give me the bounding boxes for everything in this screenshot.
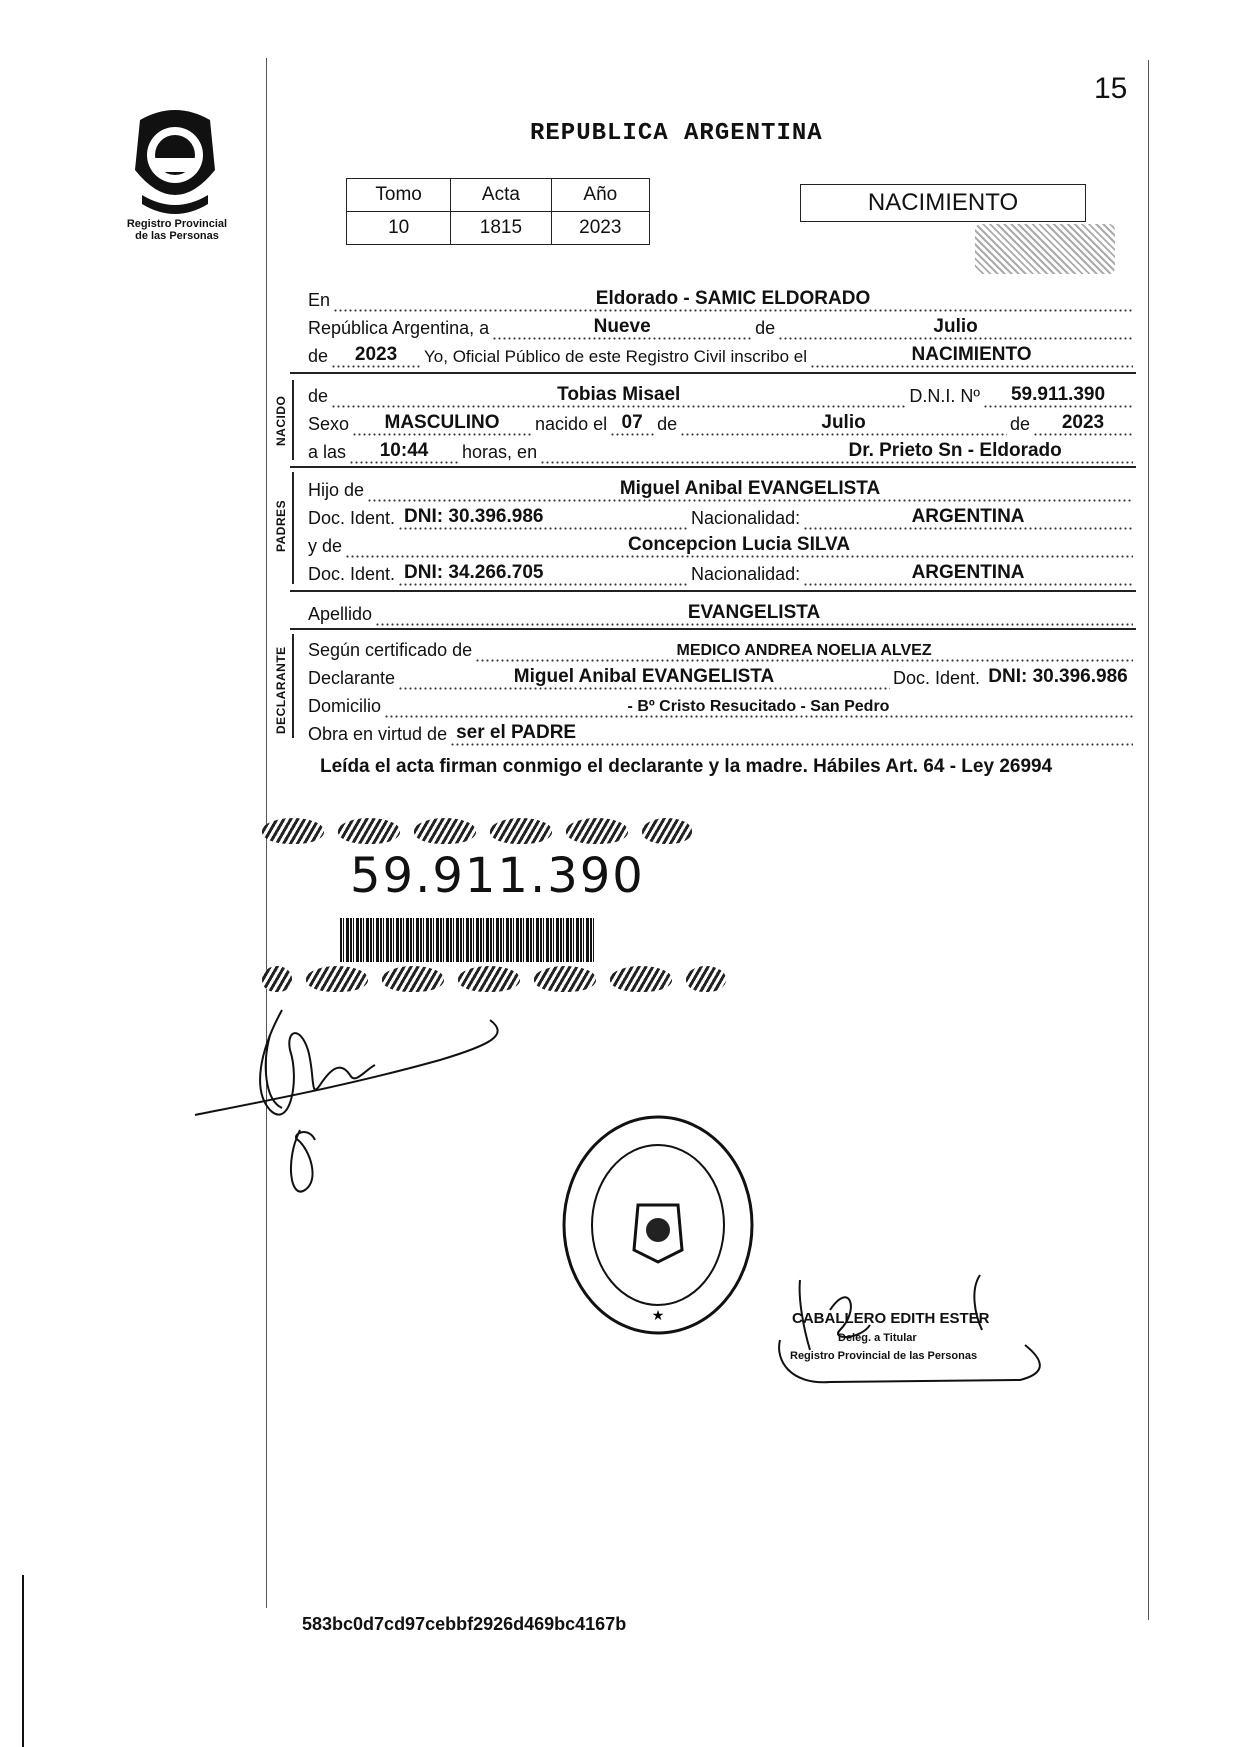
acta-table-header-row <box>347 179 650 212</box>
label-oficial: Yo, Oficial Público de este Registro Civil inscribo el <box>424 347 808 366</box>
band-piece <box>414 818 476 844</box>
label-republica: República Argentina, a <box>308 318 490 338</box>
fill-sexo <box>352 412 532 436</box>
label-apellido: Apellido <box>308 604 373 624</box>
padres-section-label: PADRES <box>274 499 288 552</box>
band-piece <box>642 818 692 844</box>
label-y-de: y de <box>308 536 343 556</box>
row-y-de <box>308 530 1136 558</box>
value-apellido: EVANGELISTA <box>687 602 821 623</box>
band-piece <box>686 966 726 992</box>
label-en: En <box>308 290 331 310</box>
value-padre-doc: DNI: 30.396.986 <box>404 506 544 527</box>
security-band-top <box>262 818 692 844</box>
value-mes: Julio <box>933 316 978 337</box>
band-piece <box>382 966 444 992</box>
fill-padre <box>367 478 1133 502</box>
fill-place <box>333 288 1133 312</box>
row-anio-oficial <box>308 340 1136 368</box>
row-apellido <box>308 598 1136 626</box>
separator-apellido <box>290 628 1136 630</box>
value-declarante-doc: DNI: 30.396.986 <box>988 666 1128 687</box>
value-mes-nac: Julio <box>821 412 866 433</box>
row-en <box>308 284 1136 312</box>
value-padre-nac: ARGENTINA <box>911 506 1025 527</box>
label-horas-en: horas, en <box>462 442 538 462</box>
label-madre-doc: Doc. Ident. <box>308 564 396 584</box>
fill-madre-doc <box>398 562 688 586</box>
country-title: REPUBLICA ARGENTINA <box>530 120 823 147</box>
value-madre-nac: ARGENTINA <box>911 562 1025 583</box>
acta-value-anio: 2023 <box>551 212 649 245</box>
nacido-bar <box>292 380 294 460</box>
row-republica <box>308 312 1136 340</box>
security-seal-mark <box>975 224 1115 274</box>
band-piece <box>534 966 596 992</box>
fill-padre-doc <box>398 506 688 530</box>
fill-madre <box>345 534 1133 558</box>
fill-dni <box>983 384 1133 408</box>
separator-lugar <box>290 372 1136 374</box>
row-obra <box>308 718 1136 746</box>
value-hora: 10:44 <box>379 440 429 461</box>
value-dia: Nueve <box>593 316 651 337</box>
separator-nacido <box>290 466 1136 468</box>
band-piece <box>262 966 292 992</box>
official-stamp-line2: Deleg. a Titular <box>838 1332 917 1344</box>
row-declarante <box>308 662 1136 690</box>
declarante-section-label: DECLARANTE <box>274 646 288 734</box>
label-a-las: a las <box>308 442 347 462</box>
value-lugar-nac: Dr. Prieto Sn - Eldorado <box>848 440 1062 461</box>
band-piece <box>458 966 520 992</box>
record-type-box: NACIMIENTO <box>800 184 1086 222</box>
fill-dia-nac <box>610 412 654 436</box>
label-de-mes: de <box>755 318 776 338</box>
row-nacido-nombre <box>308 380 1136 408</box>
nacido-section-label: NACIDO <box>274 395 288 446</box>
row-madre-doc <box>308 558 1136 586</box>
acta-header-anio: Año <box>551 179 649 212</box>
label-padre-doc: Doc. Ident. <box>308 508 396 528</box>
legal-text: Leída el acta firman conmigo el declarante y la madre. Hábiles Art. 64 - Ley 26994 <box>320 756 1053 777</box>
label-de-nombre: de <box>308 386 329 406</box>
scan-edge-mark <box>22 1575 24 1747</box>
band-piece <box>306 966 368 992</box>
value-anio: 2023 <box>354 344 398 365</box>
value-madre: Concepcion Lucia SILVA <box>627 534 851 555</box>
row-hijo-de <box>308 474 1136 502</box>
official-signature <box>770 1270 1090 1400</box>
value-obra: ser el PADRE <box>456 722 577 743</box>
fill-lugar-nac <box>540 440 1133 464</box>
fill-dia <box>492 316 752 340</box>
fill-madre-nac <box>803 562 1133 586</box>
acta-value-acta: 1815 <box>451 212 551 245</box>
fill-anio-nac <box>1033 412 1133 436</box>
id-number-big: 59.911.390 <box>350 848 645 904</box>
label-nacido-el: nacido el <box>535 414 608 434</box>
fill-apellido <box>375 602 1133 626</box>
acta-table <box>346 178 650 245</box>
document-hash: 583bc0d7cd97cebbf2926d469bc4167b <box>302 1614 627 1634</box>
value-dni: 59.911.390 <box>1010 384 1106 405</box>
page-number: 15 <box>1094 72 1128 105</box>
value-domicilio: - Bº Cristo Resucitado - San Pedro <box>627 698 890 715</box>
fill-nombre <box>331 384 906 408</box>
label-dni: D.N.I. Nº <box>909 386 980 406</box>
security-band-bottom <box>262 966 726 992</box>
fill-mes <box>778 316 1133 340</box>
band-piece <box>610 966 672 992</box>
label-de-anio-nac: de <box>1009 414 1030 434</box>
fill-certificado <box>475 638 1133 662</box>
registry-caption <box>118 218 236 242</box>
label-padre-nac: Nacionalidad: <box>691 508 801 528</box>
acta-header-acta: Acta <box>451 179 551 212</box>
label-certificado: Según certificado de <box>308 640 473 660</box>
separator-padres <box>290 590 1136 592</box>
label-hijo-de: Hijo de <box>308 480 365 500</box>
fill-obra <box>450 722 1133 746</box>
band-piece <box>338 818 400 844</box>
value-dia-nac: 07 <box>621 412 643 433</box>
declarante-bar <box>292 634 294 738</box>
fill-declarante-doc <box>983 666 1133 690</box>
row-nacido-hora <box>308 436 1136 464</box>
declarant-signature <box>190 990 530 1210</box>
label-declarante: Declarante <box>308 668 396 688</box>
band-piece <box>262 818 324 844</box>
value-anio-nac: 2023 <box>1061 412 1105 433</box>
barcode <box>340 918 594 962</box>
fill-declarante <box>398 666 890 690</box>
band-piece <box>490 818 552 844</box>
label-de-anio: de <box>308 346 329 366</box>
fill-domicilio <box>384 694 1133 718</box>
value-madre-doc: DNI: 34.266.705 <box>404 562 544 583</box>
registry-caption-line1: Registro Provincial <box>126 218 228 230</box>
acta-table-value-row <box>347 212 650 245</box>
padres-bar <box>292 472 294 584</box>
label-obra: Obra en virtud de <box>308 724 448 744</box>
label-domicilio: Domicilio <box>308 696 382 716</box>
official-stamp-line1: CABALLERO EDITH ESTER <box>792 1310 990 1327</box>
official-stamp-line3: Registro Provincial de las Personas <box>790 1350 978 1362</box>
svg-text:★: ★ <box>651 1307 665 1323</box>
value-certificado: MEDICO ANDREA NOELIA ALVEZ <box>676 642 932 659</box>
right-margin-rule <box>1148 60 1149 1620</box>
row-padre-doc <box>308 502 1136 530</box>
value-sexo: MASCULINO <box>384 412 500 433</box>
label-declarante-doc: Doc. Ident. <box>892 668 980 688</box>
label-sexo: Sexo <box>308 414 350 434</box>
value-declarante: Miguel Anibal EVANGELISTA <box>513 666 775 687</box>
fill-anio <box>331 344 421 368</box>
label-madre-nac: Nacionalidad: <box>691 564 801 584</box>
acta-value-tomo: 10 <box>347 212 451 245</box>
row-nacido-sexo <box>308 408 1136 436</box>
fill-mes-nac <box>680 412 1007 436</box>
province-shield-logo <box>120 100 230 225</box>
value-acto: NACIMIENTO <box>911 344 1032 365</box>
fill-padre-nac <box>803 506 1133 530</box>
band-piece <box>566 818 628 844</box>
row-certificado <box>308 634 1136 662</box>
row-domicilio <box>308 690 1136 718</box>
fill-hora <box>349 440 459 464</box>
registry-caption-line2: de las Personas <box>135 230 219 242</box>
value-padre: Miguel Anibal EVANGELISTA <box>619 478 881 499</box>
round-official-stamp <box>558 1110 758 1340</box>
fill-acto <box>810 344 1133 368</box>
acta-header-tomo: Tomo <box>347 179 451 212</box>
value-nombre: Tobias Misael <box>557 384 681 405</box>
label-de-mes-nac: de <box>657 414 678 434</box>
value-place: Eldorado - SAMIC ELDORADO <box>595 288 871 309</box>
